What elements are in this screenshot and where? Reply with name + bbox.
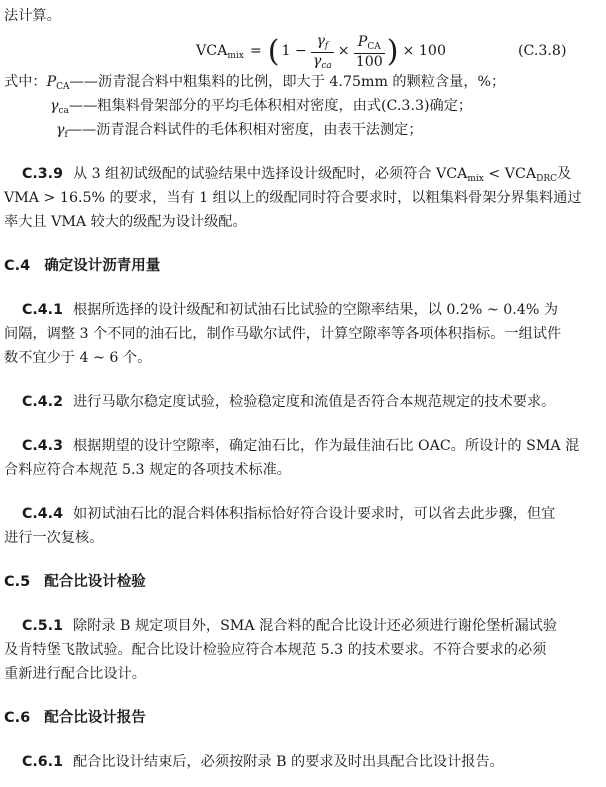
formula-c38 <box>196 30 446 74</box>
para-c41-line1: C.4.1 根据所选择的设计级配和初试油石比试验的空隙率结果，以 0.2% ~ 0.4% 为 <box>22 302 559 318</box>
formula-fraction-pca: $\frac{P_{CA}}{100}$ <box>355 34 383 70</box>
legend-line-gamma-ca: $\gamma_{ca}——$粗集料骨架部分的平均毛体积相对密度，由式(C.3.3)确定； <box>50 98 473 116</box>
formula-number: (C.3.8) <box>518 43 567 59</box>
clause-label-c61: C.6.1 <box>22 754 63 770</box>
para-c43-line1: C.4.3 根据期望的设计空隙率，确定油石比，作为最佳油石比 OAC。所设计的 SMA 混 <box>22 438 580 454</box>
formula-equals: = <box>249 43 262 60</box>
clause-label-c41: C.4.1 <box>22 302 63 318</box>
clause-label-c44: C.4.4 <box>22 506 63 522</box>
legend-line-gamma-f: $\gamma_f——$沥青混合料试件的毛体积相对密度，由表干法测定； <box>56 122 423 140</box>
section-heading-c5: C.5 配合比设计检验 <box>4 574 146 590</box>
legend-line-pca: 式中：$P_{CA}——$沥青混合料中粗集料的比例，即大于 4.75mm 的颗粒含量，%； <box>4 74 506 92</box>
para-c39-line3: 率大且 VMA 较大的级配为设计级配。 <box>4 214 247 230</box>
section-heading-c4: C.4 确定设计沥青用量 <box>4 258 161 274</box>
clause-label-c42: C.4.2 <box>22 394 63 410</box>
para-c51-line1: C.5.1 除附录 B 规定项目外，SMA 混合料的配合比设计还必须进行谢伦堡析漏试验 <box>22 618 558 634</box>
para-c61-line1: C.6.1 配合比设计结束后，必须按附录 B 的要求及时出具配合比设计报告。 <box>22 754 504 770</box>
para-c39-line2: VMA > 16.5% 的要求，当有 1 组以上的级配同时符合要求时，以粗集料骨架分界集料通过 <box>4 190 582 206</box>
clause-label-c43: C.4.3 <box>22 438 63 454</box>
para-c39-line1: C.3.9 从 3 组初试级配的试验结果中选择设计级配时，必须符合 $VCA_{mix} < VCA_{DRC}$及 <box>22 166 572 184</box>
formula-lhs: $VCA_{mix}$ <box>196 42 244 61</box>
formula-times-100: × 100 <box>402 43 446 60</box>
clause-label-c51: C.5.1 <box>22 618 63 634</box>
formula-times: × <box>337 43 350 60</box>
para-c41-line2: 间隔，调整 3 个不同的油石比，制作马歇尔试件，计算空隙率等各项体积指标。一组试件 <box>4 326 562 342</box>
formula-left-paren: ( <box>267 34 280 69</box>
para-c42-line1: C.4.2 进行马歇尔稳定度试验，检验稳定度和流值是否符合本规范规定的技术要求。 <box>22 394 556 410</box>
formula-fraction-gamma: $\frac{\gamma_f}{\gamma_{ca}}$ <box>312 33 332 71</box>
clause-label-c39: C.3.9 <box>22 166 63 182</box>
intro-text: 法计算。 <box>4 8 61 24</box>
para-c51-line3: 重新进行配合比设计。 <box>4 666 146 682</box>
para-c41-line3: 数不宜少于 4 ~ 6 个。 <box>4 350 152 366</box>
para-c43-line2: 合料应符合本规范 5.3 规定的各项技术标准。 <box>4 462 291 478</box>
para-c51-line2: 及肯特堡飞散试验。配合比设计检验应符合本规范 5.3 的技术要求。不符合要求的必须 <box>4 642 547 658</box>
para-c44-line2: 进行一次复核。 <box>4 530 104 546</box>
section-heading-c6: C.6 配合比设计报告 <box>4 710 146 726</box>
formula-one-minus: 1 − <box>281 43 307 60</box>
para-c44-line1: C.4.4 如初试油石比的混合料体积指标恰好符合设计要求时，可以省去此步骤，但宜 <box>22 506 556 522</box>
formula-right-paren: ) <box>386 34 399 69</box>
